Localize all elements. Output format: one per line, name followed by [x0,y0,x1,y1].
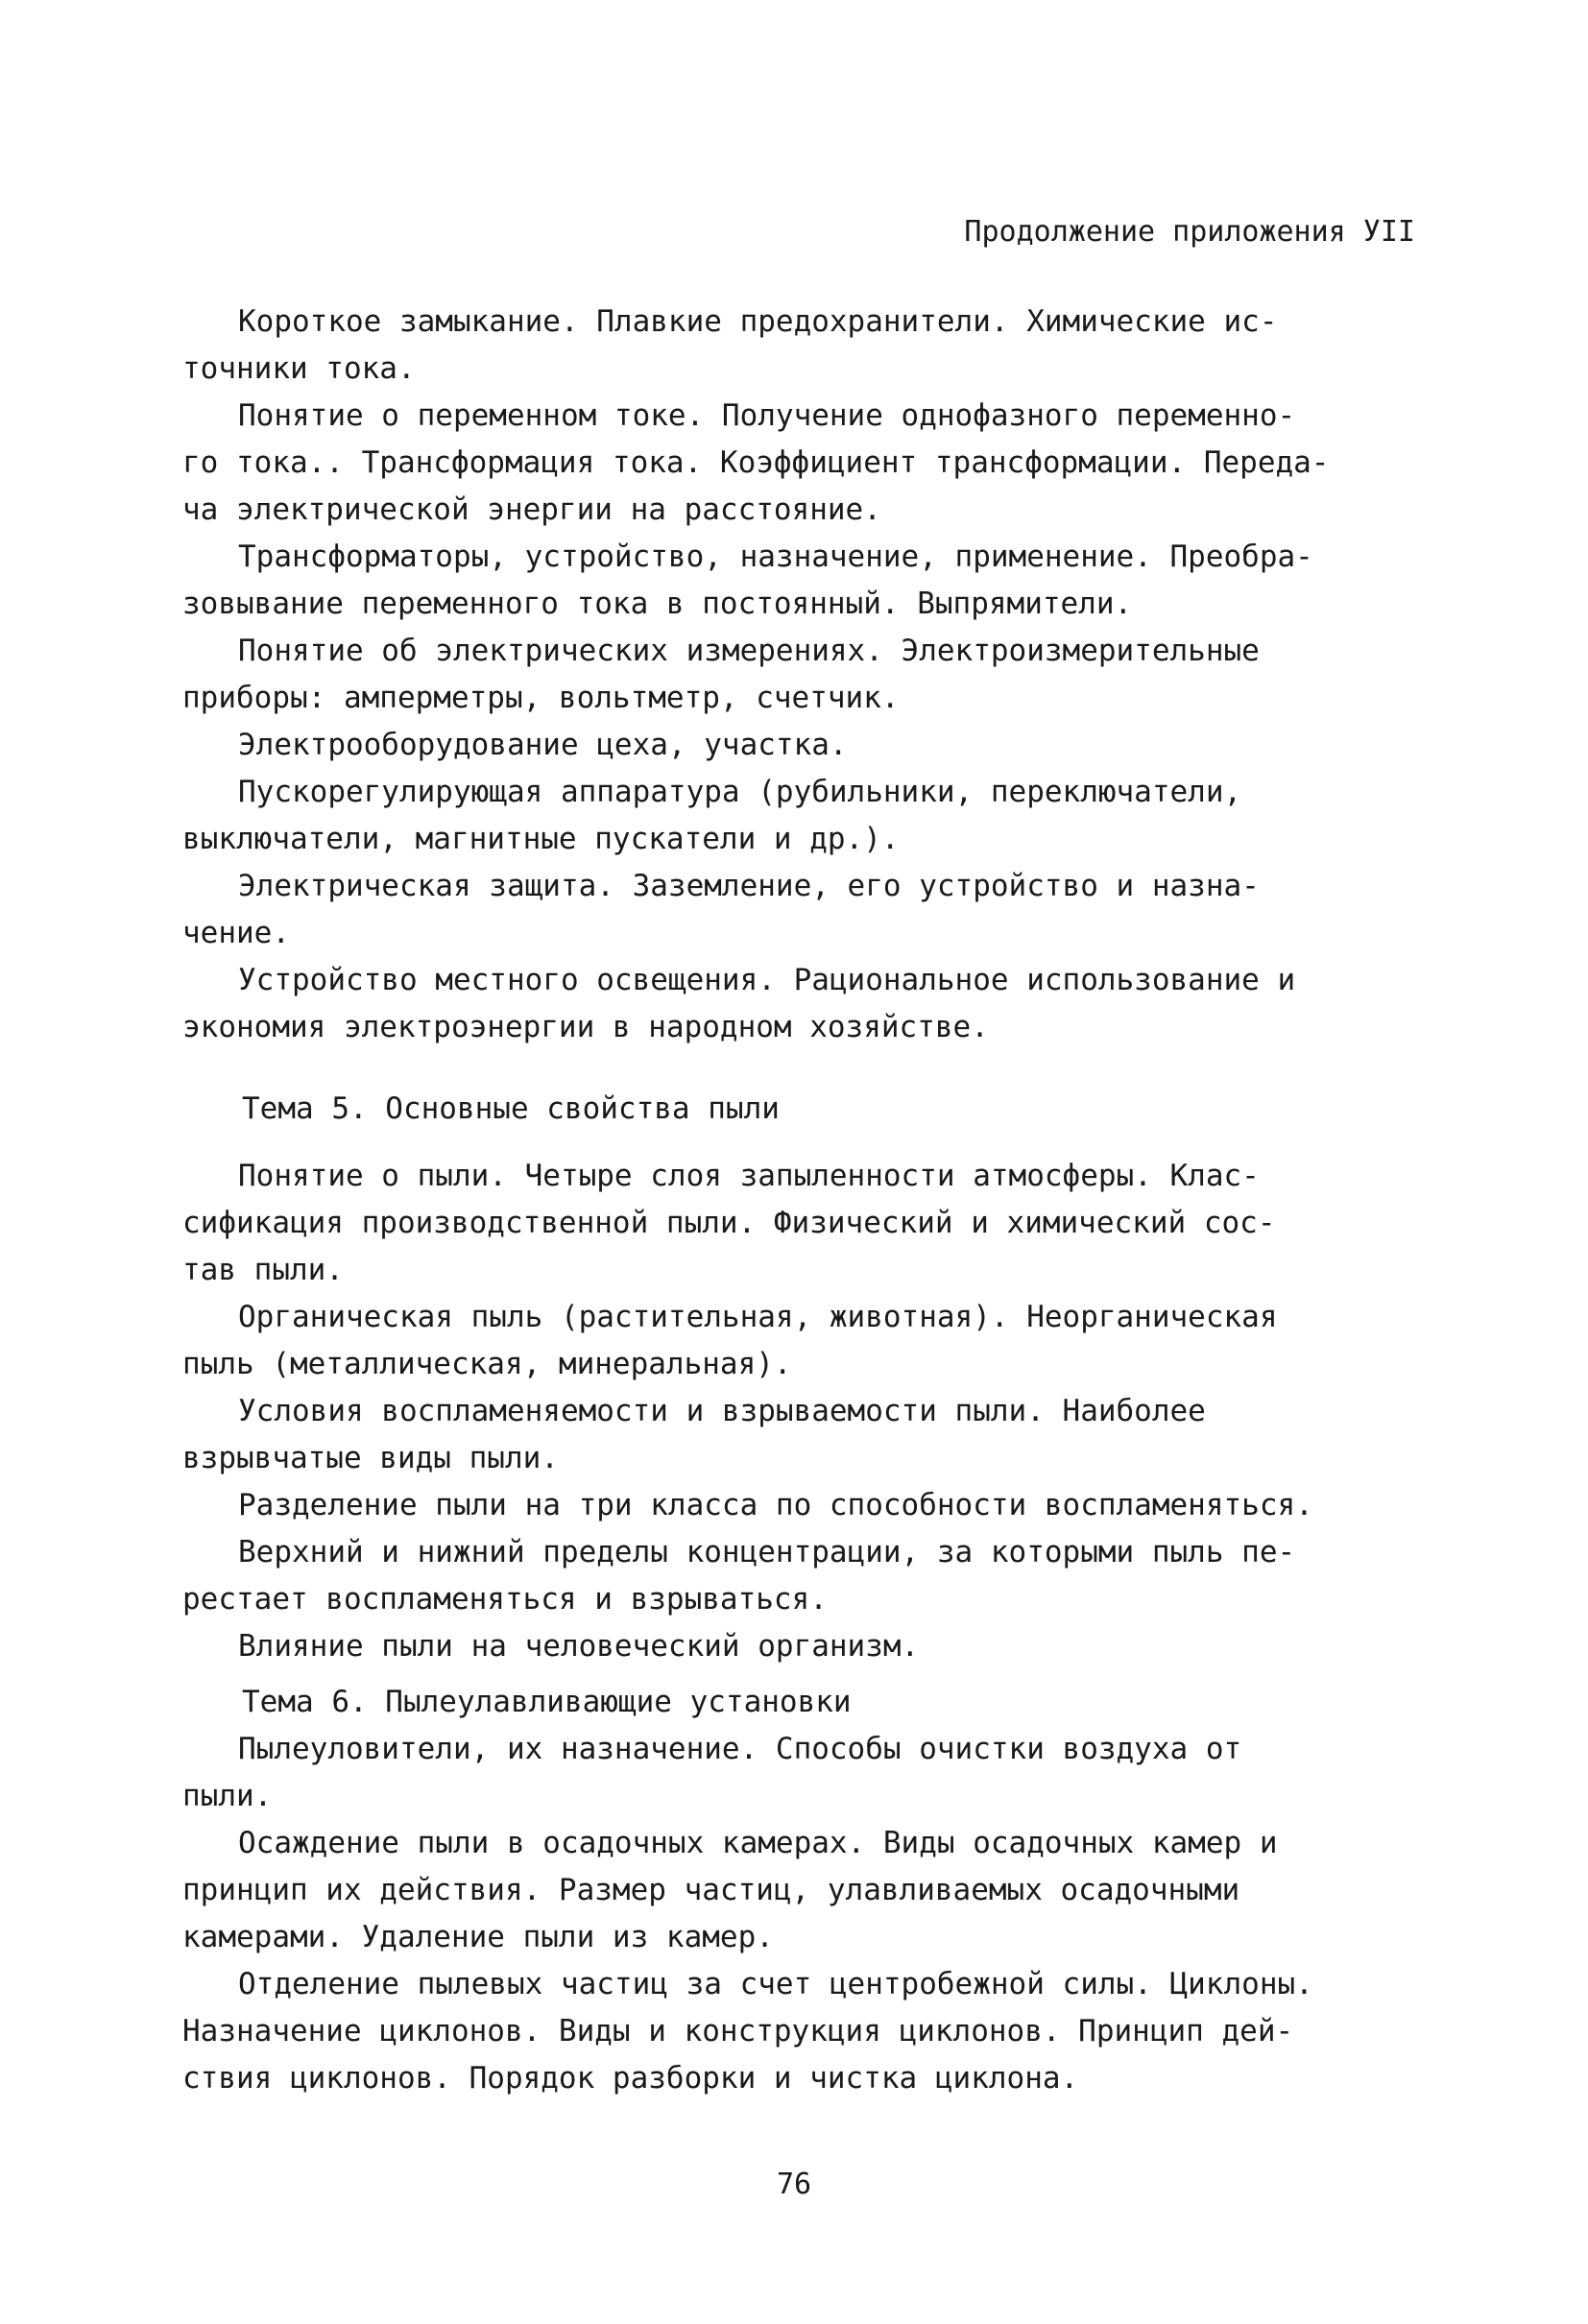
text-line: Органическая пыль (растительная, животная). Неорганическая [238,1300,1278,1334]
text-line: экономия электроэнергии в народном хозяйстве. [182,1010,989,1044]
text-line: рестает воспламеняться и взрываться. [182,1582,828,1617]
text-line: Осаждение пыли в осадочных камерах. Виды осадочных камер и [238,1826,1278,1860]
text-line: Понятие о пыли. Четыре слоя запыленности атмосферы. Клас- [238,1159,1260,1193]
text-line: Устройство местного освещения. Рациональное использование и [238,963,1296,997]
text-line: Влияние пыли на человеческий организм. [238,1629,920,1664]
page-number: 76 [776,2168,812,2201]
text-line: Понятие об электрических измерениях. Электроизмерительные [238,634,1260,668]
text-line: приборы: амперметры, вольтметр, счетчик. [182,681,900,715]
text-line: Электрооборудование цеха, участка. [238,728,848,762]
text-line: ча электрической энергии на расстояние. [182,492,881,527]
text-line: пыль (металлическая, минеральная). [182,1347,792,1381]
text-line: взрывчатые виды пыли. [182,1441,559,1475]
text-line: го тока.. Трансформация тока. Коэффициент трансформации. Переда- [182,445,1330,480]
text-line: Короткое замыкание. Плавкие предохранители. Химические ис- [238,304,1278,339]
text-line: Пускорегулирующая аппаратура (рубильники, переключатели, [238,775,1242,809]
text-line: сификация производственной пыли. Физический и химический сос- [182,1206,1276,1240]
text-line: камерами. Удаление пыли из камер. [182,1920,774,1954]
text-line: Условия воспламеняемости и взрываемости пыли. Наиболее [238,1394,1206,1428]
text-line: зовывание переменного тока в постоянный. Выпрямители. [182,587,1133,621]
text-line: принцип их действия. Размер частиц, улавливаемых осадочными [182,1873,1240,1907]
text-line: точники тока. [182,351,416,386]
text-line: Назначение циклонов. Виды и конструкция циклонов. Принцип дей- [182,2014,1294,2048]
text-line: Трансформаторы, устройство, назначение, применение. Преобра- [238,539,1313,574]
text-line: выключатели, магнитные пускатели и др.). [182,822,900,856]
text-line: Отделение пылевых частиц за счет центробежной силы. Циклоны. [238,1967,1313,2001]
page-header: Продолжение приложения УII [964,215,1415,249]
text-line: Верхний и нижний пределы концентрации, за которыми пыль пе- [238,1535,1296,1569]
text-line: чение. [182,916,290,950]
section-heading: Тема 5. Основные свойства пыли [242,1091,780,1126]
text-line: Разделение пыли на три класса по способности воспламеняться. [238,1488,1313,1522]
section-heading: Тема 6. Пылеулавливающие установки [242,1685,852,1719]
text-line: Пылеуловители, их назначение. Способы очистки воздуха от [238,1732,1242,1766]
text-line: Электрическая защита. Заземление, его устройство и назна- [238,869,1260,903]
text-line: Понятие о переменном токе. Получение однофазного переменно- [238,398,1296,433]
text-line: ствия циклонов. Порядок разборки и чистка циклона. [182,2061,1079,2096]
text-line: пыли. [182,1779,273,1813]
text-line: тав пыли. [182,1253,344,1287]
